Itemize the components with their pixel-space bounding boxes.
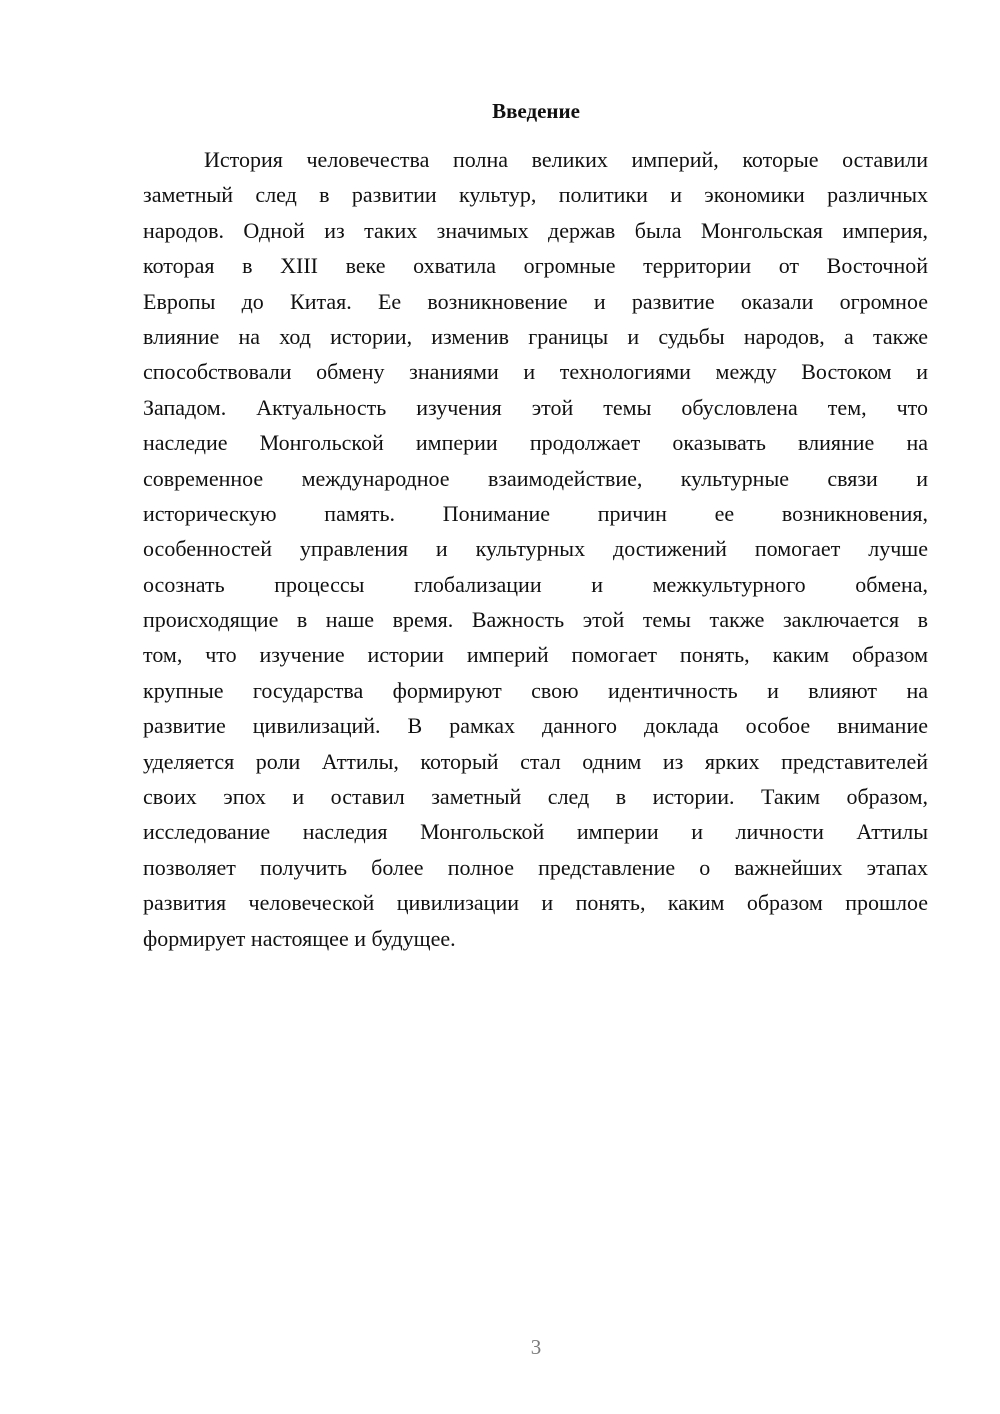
introduction-paragraph	[143, 142, 928, 956]
paragraph-line: Западом. Актуальность изучения этой темы обусловлена тем, что	[143, 394, 928, 420]
paragraph-line: уделяется роли Аттилы, который стал одним из ярких представителей	[143, 748, 928, 774]
paragraph-line: современное международное взаимодействие, культурные связи и	[143, 465, 928, 491]
paragraph-line: влияние на ход истории, изменив границы и судьбы народов, а также	[143, 323, 928, 349]
page-number: 3	[530, 1335, 542, 1359]
paragraph-line: происходящие в наше время. Важность этой темы также заключается в	[143, 607, 928, 633]
paragraph-line: историческую память. Понимание причин ее возникновения,	[143, 500, 928, 526]
paragraph-line: том, что изучение истории империй помогает понять, каким образом	[143, 642, 928, 668]
paragraph-line: осознать процессы глобализации и межкультурного обмена,	[143, 571, 928, 597]
paragraph-line: Европы до Китая. Ее возникновение и развитие оказали огромное	[143, 288, 928, 314]
paragraph-line: исследование наследия Монгольской империи и личности Аттилы	[143, 819, 928, 845]
paragraph-line: развитие цивилизаций. В рамках данного доклада особое внимание	[143, 713, 928, 739]
paragraph-line: своих эпох и оставил заметный след в истории. Таким образом,	[143, 784, 928, 810]
paragraph-line: формирует настоящее и будущее.	[143, 925, 456, 951]
paragraph-line: особенностей управления и культурных достижений помогает лучше	[143, 536, 928, 562]
paragraph-line: которая в XIII веке охватила огромные территории от Восточной	[143, 253, 928, 279]
paragraph-line: развития человеческой цивилизации и понять, каким образом прошлое	[143, 890, 928, 916]
paragraph-line: История человечества полна великих империй, которые оставили	[204, 147, 928, 172]
paragraph-line: способствовали обмену знаниями и технологиями между Востоком и	[143, 359, 928, 385]
paragraph-line: заметный след в развитии культур, политики и экономики различных	[143, 182, 928, 208]
paragraph-line: наследие Монгольской империи продолжает оказывать влияние на	[143, 430, 928, 456]
section-title: Введение	[492, 99, 580, 123]
paragraph-line: позволяет получить более полное представление о важнейших этапах	[143, 854, 928, 880]
paragraph-line: народов. Одной из таких значимых держав была Монгольская империя,	[143, 217, 928, 243]
paragraph-line: крупные государства формируют свою идентичность и влияют на	[143, 677, 928, 703]
